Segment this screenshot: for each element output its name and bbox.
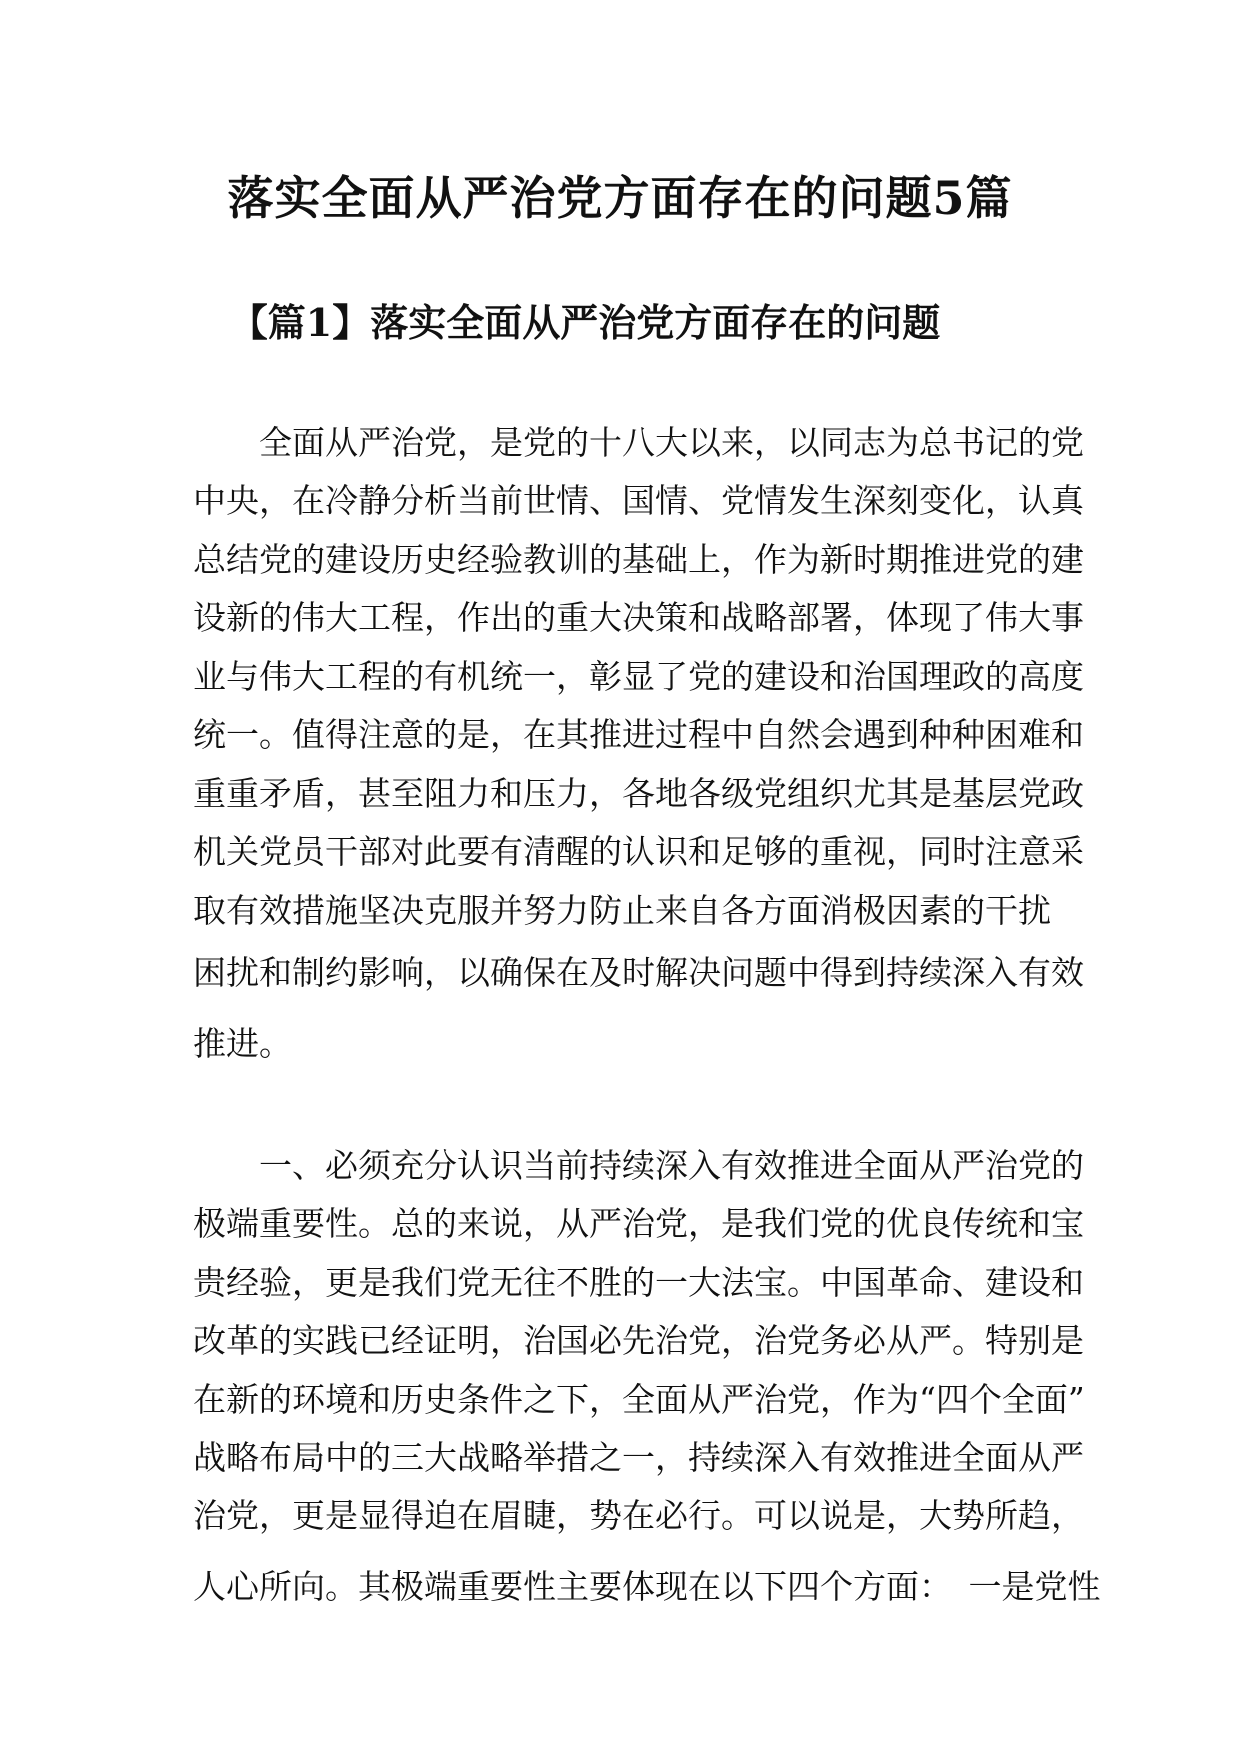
text-line: 机关党员干部对此要有清醒的认识和足够的重视，同时注意采 xyxy=(193,832,1084,871)
text-line: 推进。 xyxy=(193,1024,292,1063)
text-line: 业与伟大工程的有机统一，彰显了党的建设和治国理政的高度 xyxy=(193,657,1084,696)
text-line: 人心所向。其极端重要性主要体现在以下四个方面： 一是党性 xyxy=(193,1567,1101,1606)
text-line: 统一。值得注意的是，在其推进过程中自然会遇到种种困难和 xyxy=(193,715,1084,754)
text-line: 治党，更是显得迫在眉睫，势在必行。可以说是，大势所趋， xyxy=(193,1496,1084,1535)
document-title: 落实全面从严治党方面存在的问题5篇 xyxy=(227,171,1013,225)
text-line: 总结党的建设历史经验教训的基础上，作为新时期推进党的建 xyxy=(193,540,1084,579)
text-line: 中央，在冷静分析当前世情、国情、党情发生深刻变化，认真 xyxy=(193,481,1084,520)
text-line: 战略布局中的三大战略举措之一，持续深入有效推进全面从严 xyxy=(193,1438,1084,1477)
text-line: 重重矛盾，甚至阻力和压力，各地各级党组织尤其是基层党政 xyxy=(193,774,1084,813)
text-line: 取有效措施坚决克服并努力防止来自各方面消极因素的干扰 xyxy=(193,891,1051,930)
text-line: 设新的伟大工程，作出的重大决策和战略部署，体现了伟大事 xyxy=(193,598,1084,637)
text-line: 全面从严治党，是党的十八大以来，以同志为总书记的党 xyxy=(193,423,1084,462)
text-line: 一、必须充分认识当前持续深入有效推进全面从严治党的 xyxy=(193,1146,1084,1185)
text-line: 改革的实践已经证明，治国必先治党，治党务必从严。特别是 xyxy=(193,1321,1084,1360)
text-line: 极端重要性。总的来说，从严治党，是我们党的优良传统和宝 xyxy=(193,1204,1084,1243)
text-line: 贵经验，更是我们党无往不胜的一大法宝。中国革命、建设和 xyxy=(193,1263,1084,1302)
section-heading: 【篇1】落实全面从严治党方面存在的问题 xyxy=(229,300,941,345)
text-line: 在新的环境和历史条件之下，全面从严治党，作为“四个全面” xyxy=(193,1380,1085,1419)
text-line: 困扰和制约影响，以确保在及时解决问题中得到持续深入有效 xyxy=(193,953,1084,992)
